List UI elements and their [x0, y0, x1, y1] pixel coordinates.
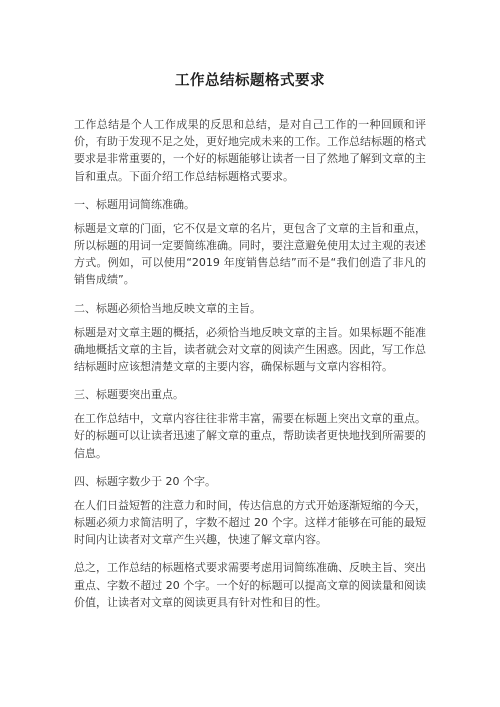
- section-body: 标题是对文章主题的概括，必须恰当地反映文章的主旨。如果标题不能准确地概括文章的主旨，读者就会对文章的阅读产生困惑。因此，写工作总结标题时应该想清楚文章的主要内容，确保标题与文章内容相符。: [74, 325, 426, 374]
- section-heading: 二、标题必须恰当地反映文章的主旨。: [74, 301, 261, 315]
- intro-paragraph: 工作总结是个人工作成果的反思和总结，是对自己工作的一种回顾和评价，有助于发现不足之处，更好地完成未来的工作。工作总结标题的格式要求是非常重要的，一个好的标题能够让读者一目了然地了解到文章的主旨和重点。下面介绍工作总结标题格式要求。: [74, 118, 426, 183]
- section-heading: 一、标题用词简练准确。: [74, 197, 195, 211]
- conclusion-paragraph: 总之，工作总结的标题格式要求需要考虑用词简练准确、反映主旨、突出重点、字数不超过 20 个字。一个好的标题可以提高文章的阅读量和阅读价值，让读者对文章的阅读更具有针对性和目的性。: [74, 561, 426, 609]
- section-body: 在工作总结中，文章内容往往非常丰富，需要在标题上突出文章的重点。好的标题可以让读者迅速了解文章的重点，帮助读者更快地找到所需要的信息。: [74, 412, 426, 460]
- section-heading: 四、标题字数少于 20 个字。: [74, 474, 216, 488]
- section-heading: 三、标题要突出重点。: [74, 388, 184, 402]
- page-title: 工作总结标题格式要求: [175, 73, 325, 89]
- section-body: 在人们日益短暂的注意力和时间，传达信息的方式开始逐渐短缩的今天，标题必须力求简洁明了，字数不超过 20 个字。这样才能够在可能的最短时间内让读者对文章产生兴趣，快速了解文章内容。: [74, 498, 426, 547]
- section-body: 标题是文章的门面，它不仅是文章的名片，更包含了文章的主旨和重点，所以标题的用词一定要简练准确。同时，要注意避免使用太过主观的表述方式。例如，可以使用“2019 年度销售总结”而不是“我们创造了非凡的销售成绩”。: [74, 221, 426, 287]
